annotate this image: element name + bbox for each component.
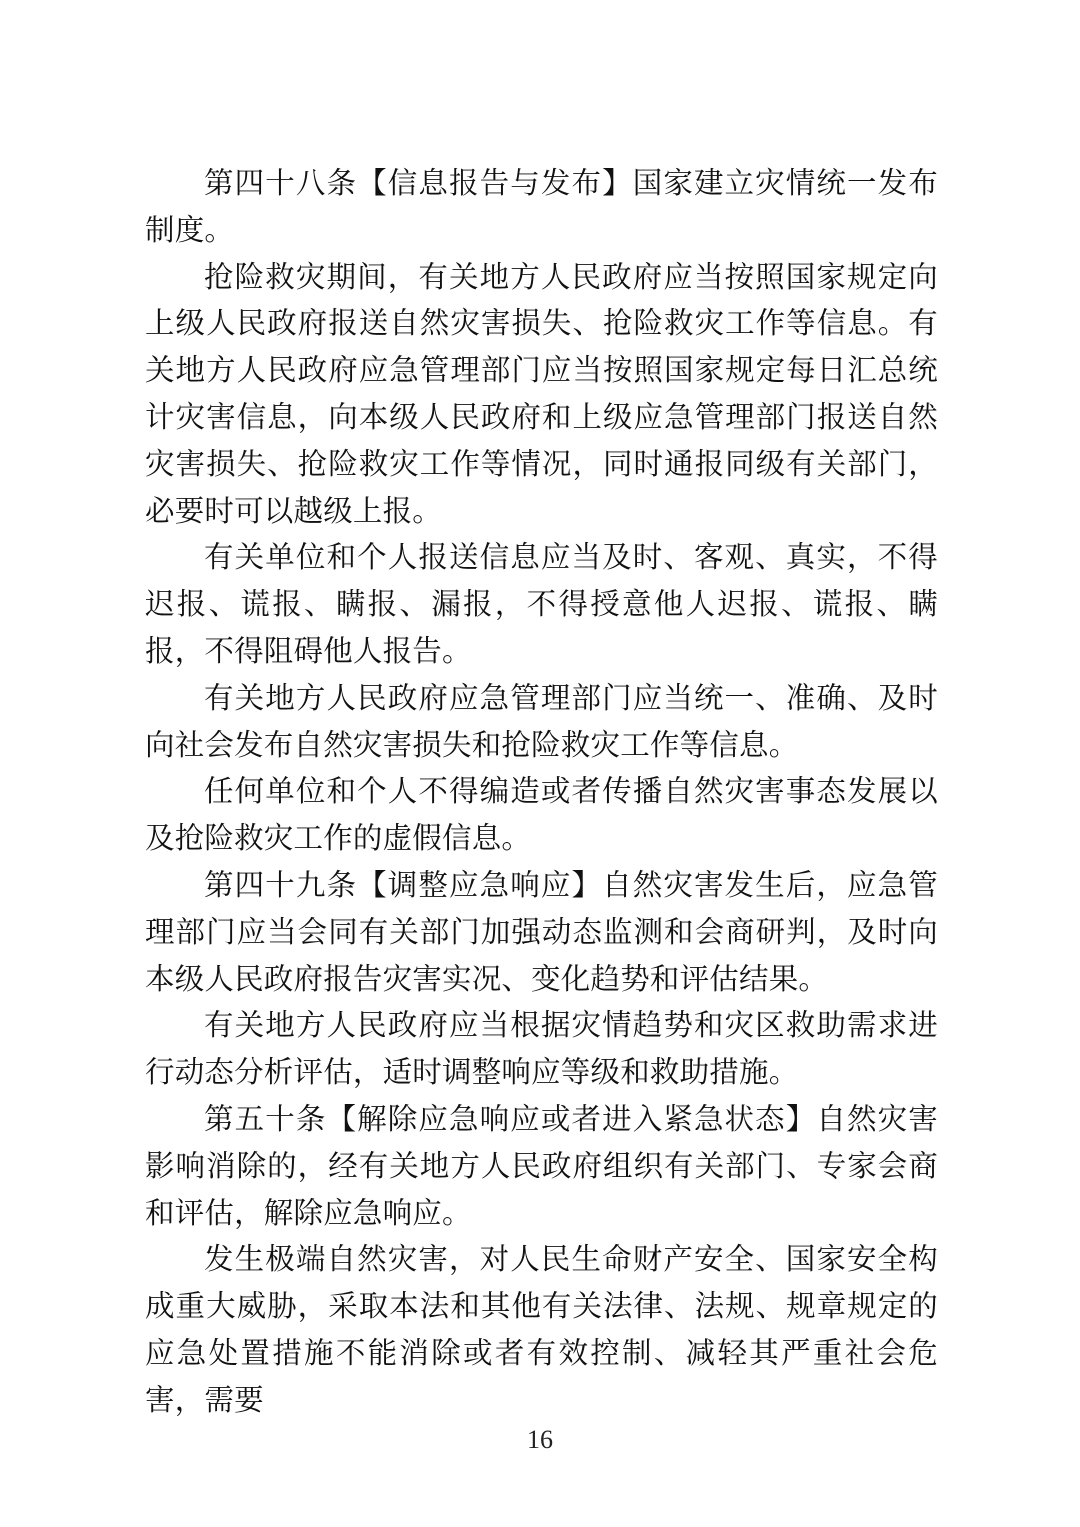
paragraph: 有关地方人民政府应急管理部门应当统一、准确、及时向社会发布自然灾害损失和抢险救灾工作等信息。 — [145, 680, 938, 762]
page-number: 16 — [527, 1425, 553, 1454]
paragraph: 发生极端自然灾害，对人民生命财产安全、国家安全构成重大威胁，采取本法和其他有关法律、法规、规章规定的应急处置措施不能消除或者有效控制、减轻其严重社会危害，需要 — [145, 1242, 938, 1417]
paragraph: 有关单位和个人报送信息应当及时、客观、真实，不得迟报、谎报、瞒报、漏报，不得授意他人迟报、谎报、瞒报，不得阻碍他人报告。 — [145, 540, 938, 668]
paragraph: 有关地方人民政府应当根据灾情趋势和灾区救助需求进行动态分析评估，适时调整响应等级和救助措施。 — [145, 1008, 938, 1090]
paragraph-article-50: 第五十条【解除应急响应或者进入紧急状态】自然灾害影响消除的，经有关地方人民政府组织有关部门、专家会商和评估，解除应急响应。 — [145, 1101, 938, 1230]
document-body — [145, 160, 938, 1424]
paragraph-article-48: 第四十八条【信息报告与发布】国家建立灾情统一发布制度。 — [145, 166, 938, 247]
paragraph: 任何单位和个人不得编造或者传播自然灾害事态发展以及抢险救灾工作的虚假信息。 — [145, 774, 938, 856]
paragraph-article-49: 第四十九条【调整应急响应】自然灾害发生后，应急管理部门应当会同有关部门加强动态监测和会商研判，及时向本级人民政府报告灾害实况、变化趋势和评估结果。 — [145, 867, 938, 996]
paragraph: 抢险救灾期间，有关地方人民政府应当按照国家规定向上级人民政府报送自然灾害损失、抢险救灾工作等信息。有关地方人民政府应急管理部门应当按照国家规定每日汇总统计灾害信息，向本级人民政府和上级应急管理部门报送自然灾害损失、抢险救灾工作等情况，同时通报同级有关部门，必要时可以越级上报。 — [145, 259, 938, 528]
